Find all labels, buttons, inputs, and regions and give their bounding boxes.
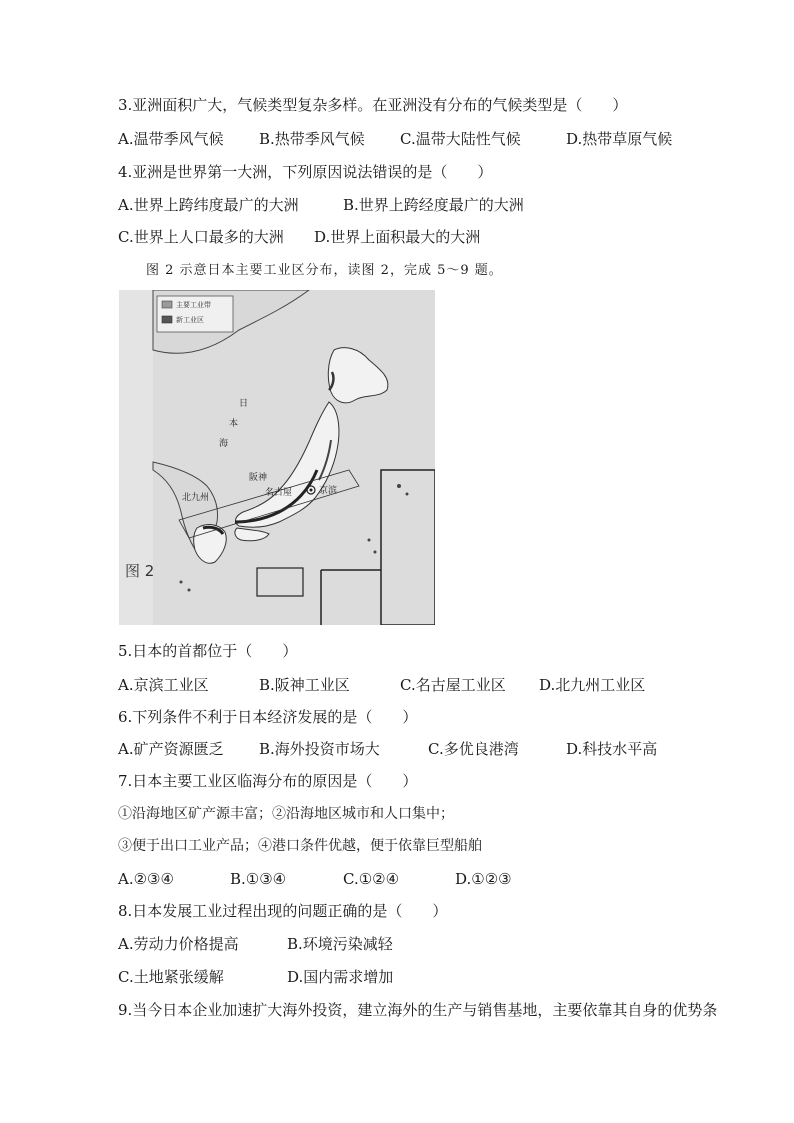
label-kitakyushu: 北九州 bbox=[182, 493, 210, 503]
question-3-option-b[interactable]: B.热带季风气候 bbox=[259, 130, 365, 148]
question-7-option-d[interactable]: D.①②③ bbox=[455, 870, 512, 888]
figure-intro: 图 2 示意日本主要工业区分布，读图 2，完成 5～9 题。 bbox=[146, 263, 503, 278]
question-3-option-d[interactable]: D.热带草原气候 bbox=[566, 130, 673, 148]
question-5-option-a[interactable]: A.京滨工业区 bbox=[118, 676, 209, 694]
question-3-stem: 3.亚洲面积广大，气候类型复杂多样。在亚洲没有分布的气候类型是（ ） bbox=[118, 96, 628, 114]
label-keihin: 京滨 bbox=[319, 486, 338, 496]
question-8-option-c[interactable]: C.土地紧张缓解 bbox=[118, 968, 224, 986]
figure-label: 图 2 bbox=[125, 562, 155, 580]
japan-industrial-map bbox=[119, 290, 435, 625]
question-4-option-a[interactable]: A.世界上跨纬度最广的大洲 bbox=[118, 196, 299, 214]
question-7-option-a[interactable]: A.②③④ bbox=[118, 870, 174, 888]
question-9-stem: 9.当今日本企业加速扩大海外投资，建立海外的生产与销售基地，主要依靠其自身的优势条 bbox=[118, 1001, 718, 1019]
question-4-stem: 4.亚洲是世界第一大洲，下列原因说法错误的是（ ） bbox=[118, 163, 493, 181]
question-5-option-c[interactable]: C.名古屋工业区 bbox=[400, 676, 506, 694]
question-6-option-d[interactable]: D.科技水平高 bbox=[566, 740, 658, 758]
question-5-option-d[interactable]: D.北九州工业区 bbox=[539, 676, 646, 694]
question-6-stem: 6.下列条件不利于日本经济发展的是（ ） bbox=[118, 708, 418, 726]
question-4-option-c[interactable]: C.世界上人口最多的大洲 bbox=[118, 228, 284, 246]
sea-char-1: 日 bbox=[239, 399, 249, 409]
question-7-statements-1: ①沿海地区矿产源丰富；②沿海地区城市和人口集中； bbox=[118, 806, 454, 822]
label-nagoya: 名古屋 bbox=[265, 488, 293, 498]
question-6-option-c[interactable]: C.多优良港湾 bbox=[428, 740, 519, 758]
question-7-option-c[interactable]: C.①②④ bbox=[343, 870, 400, 888]
question-7-statements-2: ③便于出口工业产品；④港口条件优越，便于依靠巨型船舶 bbox=[118, 838, 482, 854]
map-legend bbox=[157, 296, 233, 332]
question-5-stem: 5.日本的首都位于（ ） bbox=[118, 642, 298, 660]
question-6-option-b[interactable]: B.海外投资市场大 bbox=[259, 740, 380, 758]
question-6-option-a[interactable]: A.矿产资源匮乏 bbox=[118, 740, 224, 758]
legend-main-belt: 主要工业带 bbox=[176, 301, 211, 309]
legend-new-zone: 新工业区 bbox=[176, 316, 204, 324]
question-8-option-d[interactable]: D.国内需求增加 bbox=[287, 968, 394, 986]
question-3-option-a[interactable]: A.温带季风气候 bbox=[118, 130, 224, 148]
question-3-option-c[interactable]: C.温带大陆性气候 bbox=[400, 130, 521, 148]
label-hanshin: 阪神 bbox=[249, 473, 268, 483]
question-7-stem: 7.日本主要工业区临海分布的原因是（ ） bbox=[118, 772, 418, 790]
sea-char-2: 本 bbox=[229, 419, 239, 429]
question-7-option-b[interactable]: B.①③④ bbox=[230, 870, 287, 888]
question-4-option-d[interactable]: D.世界上面积最大的大洲 bbox=[314, 228, 481, 246]
question-8-option-b[interactable]: B.环境污染减轻 bbox=[287, 935, 393, 953]
question-4-option-b[interactable]: B.世界上跨经度最广的大洲 bbox=[343, 196, 524, 214]
question-5-option-b[interactable]: B.阪神工业区 bbox=[259, 676, 350, 694]
question-8-stem: 8.日本发展工业过程出现的问题正确的是（ ） bbox=[118, 902, 448, 920]
question-8-option-a[interactable]: A.劳动力价格提高 bbox=[118, 935, 239, 953]
sea-char-3: 海 bbox=[219, 439, 229, 449]
